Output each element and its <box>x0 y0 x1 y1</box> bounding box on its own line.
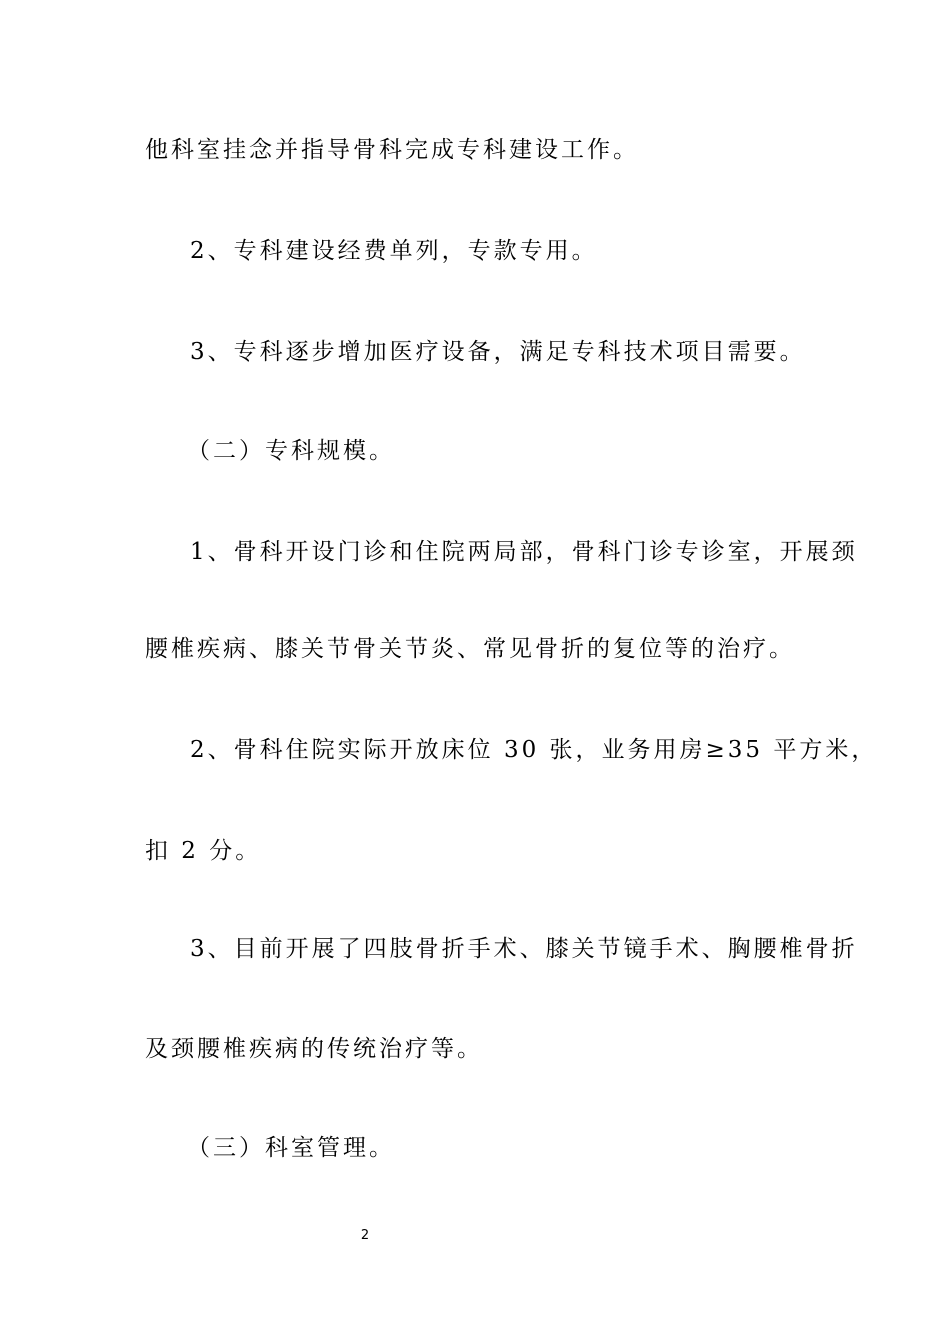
list-item-equipment: 3、专科逐步增加医疗设备，满足专科技术项目需要。 <box>190 339 806 365</box>
section-heading-scale: （二）专科规模。 <box>187 438 395 464</box>
list-item-surgery: 3、目前开展了四肢骨折手术、膝关节镜手术、胸腰椎骨折 <box>190 936 858 962</box>
page-number: 2 <box>360 1228 370 1243</box>
list-item-funding: 2、专科建设经费单列，专款专用。 <box>190 238 598 264</box>
paragraph-line: 及颈腰椎疾病的传统治疗等。 <box>145 1036 483 1062</box>
list-item-beds: 2、骨科住院实际开放床位 30 张，业务用房≥35 平方米， <box>190 737 878 763</box>
section-heading-management: （三）科室管理。 <box>187 1135 395 1161</box>
paragraph-line: 腰椎疾病、膝关节骨关节炎、常见骨折的复位等的治疗。 <box>145 636 795 662</box>
paragraph-line: 扣 2 分。 <box>145 838 262 864</box>
paragraph-line: 他科室挂念并指导骨科完成专科建设工作。 <box>145 137 639 163</box>
list-item-clinic: 1、骨科开设门诊和住院两局部，骨科门诊专诊室，开展颈 <box>190 539 858 565</box>
